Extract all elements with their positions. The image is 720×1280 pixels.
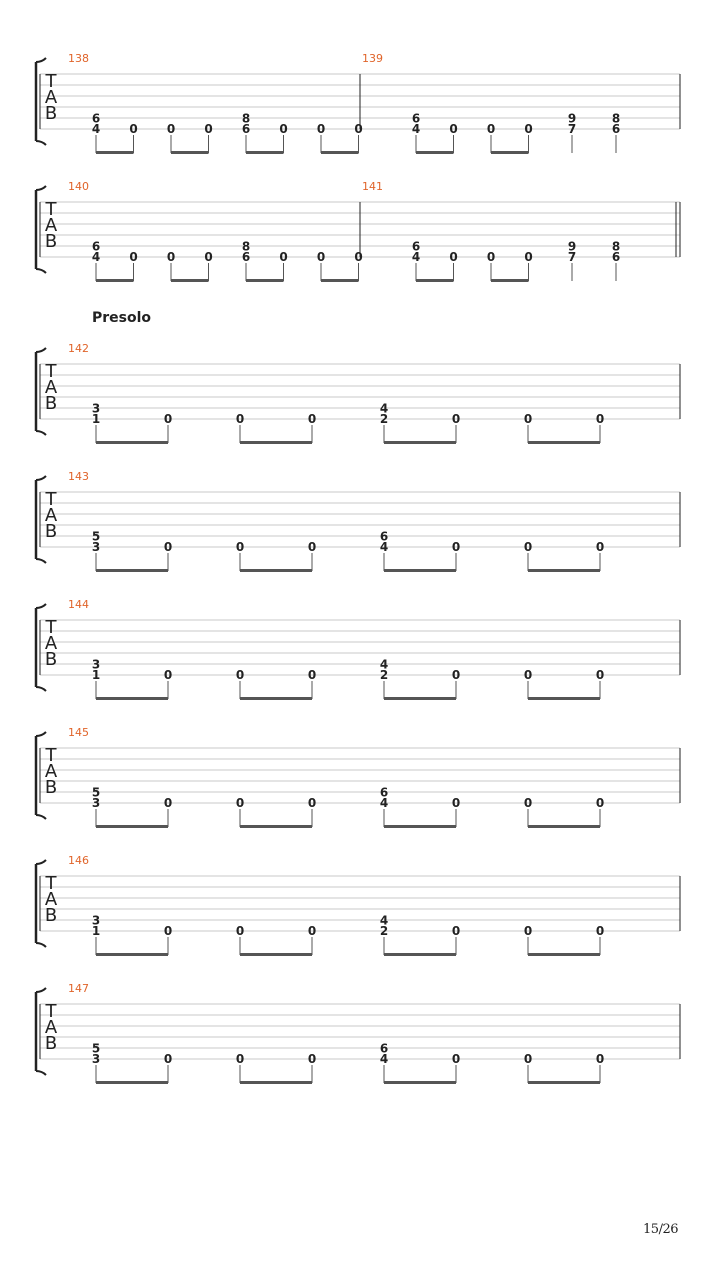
fret-number: 0 [523,412,533,426]
beam [321,151,359,154]
system-bracket-top [36,186,46,190]
fret-number: 0 [523,1052,533,1066]
tab-clef-letter: A [44,215,58,236]
fret-number: 6 [91,111,101,126]
fret-number: 0 [166,122,176,136]
beam [384,825,456,828]
tab-clef-letter: T [45,71,57,92]
fret-number: 1 [91,412,101,426]
system-bracket-top [36,860,46,864]
fret-number: 0 [595,668,605,682]
fret-number: 2 [379,668,389,682]
fret-number: 9 [567,111,577,126]
tab-clef-letter: B [44,231,58,252]
fret-number: 9 [567,239,577,254]
tab-clef-letter: B [44,103,58,124]
fret-number: 0 [354,250,363,264]
beam [240,1081,312,1084]
system-bracket-top [36,476,46,480]
system-bracket-bottom [36,431,46,435]
tab-clef-letter: A [44,761,58,782]
fret-number: 3 [91,913,101,928]
fret-number: 3 [91,1052,101,1066]
fret-number: 0 [235,924,245,938]
beam [240,441,312,444]
beam [384,1081,456,1084]
fret-number: 5 [91,529,101,544]
beam [96,279,134,282]
tab-clef-letter: A [44,377,58,398]
beam [171,279,209,282]
fret-number: 6 [241,122,251,136]
fret-number: 0 [307,796,317,810]
fret-number: 0 [451,540,461,554]
fret-number: 2 [379,924,389,938]
beam [384,953,456,956]
fret-number: 0 [307,924,317,938]
measure-number: 140 [68,180,89,193]
fret-number: 0 [595,796,605,810]
system-bracket-bottom [36,687,46,691]
fret-number: 8 [611,239,621,254]
fret-number: 3 [91,796,101,810]
fret-number: 0 [523,540,533,554]
fret-number: 0 [316,250,326,264]
beam [384,569,456,572]
beam [491,151,529,154]
system-bracket-top [36,988,46,992]
measure-number: 144 [68,598,89,611]
fret-number: 0 [163,924,173,938]
system-bracket-bottom [36,269,46,273]
beam [240,825,312,828]
measure-number: 141 [362,180,383,193]
beam [96,1081,168,1084]
fret-number: 0 [595,412,605,426]
fret-number: 0 [449,250,458,264]
beam [96,953,168,956]
fret-number: 0 [523,668,533,682]
measure-number: 146 [68,854,89,867]
tab-clef-letter: A [44,889,58,910]
fret-number: 8 [241,239,251,254]
fret-number: 0 [235,412,245,426]
system-bracket-bottom [36,141,46,145]
fret-number: 7 [567,250,577,264]
fret-number: 4 [379,401,389,416]
fret-number: 0 [163,412,173,426]
fret-number: 0 [595,924,605,938]
fret-number: 0 [307,540,317,554]
measure-number: 142 [68,342,89,355]
fret-number: 4 [379,1052,389,1066]
tab-clef-letter: T [45,199,57,220]
tab-clef-letter: T [45,1001,57,1022]
tab-clef-letter: T [45,617,57,638]
fret-number: 4 [91,122,101,136]
fret-number: 0 [595,1052,605,1066]
beam [384,697,456,700]
fret-number: 0 [307,668,317,682]
fret-number: 0 [449,122,458,136]
measure-number: 143 [68,470,89,483]
beam [528,1081,600,1084]
beam [96,441,168,444]
beam [321,279,359,282]
fret-number: 0 [279,122,288,136]
fret-number: 4 [379,540,389,554]
fret-number: 4 [379,657,389,672]
beam [528,697,600,700]
fret-number: 0 [451,924,461,938]
tab-clef-letter: T [45,873,57,894]
fret-number: 6 [379,1041,389,1056]
beam [240,569,312,572]
system-bracket-bottom [36,1071,46,1075]
page-number: 15/26 [643,1222,678,1237]
fret-number: 4 [411,250,421,264]
system-bracket-top [36,604,46,608]
fret-number: 4 [379,796,389,810]
fret-number: 6 [379,785,389,800]
fret-number: 0 [235,668,245,682]
beam [491,279,529,282]
fret-number: 0 [316,122,326,136]
measure-number: 139 [362,52,383,65]
fret-number: 6 [611,122,621,136]
fret-number: 5 [91,1041,101,1056]
fret-number: 0 [451,412,461,426]
fret-number: 6 [241,250,251,264]
section-marker-presolo: Presolo [92,310,152,326]
beam [416,279,454,282]
fret-number: 0 [235,1052,245,1066]
beam [240,697,312,700]
tab-clef-letter: T [45,745,57,766]
beam [246,279,284,282]
tab-clef-letter: A [44,505,58,526]
fret-number: 0 [166,250,176,264]
fret-number: 5 [91,785,101,800]
fret-number: 0 [204,250,213,264]
fret-number: 8 [611,111,621,126]
fret-number: 0 [307,1052,317,1066]
system-bracket-top [36,58,46,62]
beam [96,825,168,828]
fret-number: 0 [524,250,533,264]
beam [416,151,454,154]
fret-number: 0 [524,122,533,136]
fret-number: 0 [129,250,138,264]
fret-number: 0 [451,668,461,682]
tab-clef-letter: B [44,649,58,670]
beam [240,953,312,956]
fret-number: 4 [91,250,101,264]
fret-number: 0 [204,122,213,136]
system-bracket-bottom [36,943,46,947]
system-bracket-bottom [36,559,46,563]
beam [528,953,600,956]
tab-clef-letter: B [44,521,58,542]
measure-number: 145 [68,726,89,739]
fret-number: 3 [91,401,101,416]
beam [528,569,600,572]
beam [96,697,168,700]
system-bracket-bottom [36,815,46,819]
fret-number: 6 [411,239,421,254]
tab-clef-letter: T [45,361,57,382]
system-bracket-top [36,732,46,736]
fret-number: 0 [163,1052,173,1066]
fret-number: 0 [523,796,533,810]
fret-number: 0 [235,540,245,554]
tab-clef-letter: B [44,905,58,926]
fret-number: 7 [567,122,577,136]
beam [384,441,456,444]
fret-number: 0 [451,1052,461,1066]
tab-clef-letter: T [45,489,57,510]
fret-number: 0 [129,122,138,136]
tab-clef-letter: B [44,393,58,414]
fret-number: 8 [241,111,251,126]
fret-number: 4 [411,122,421,136]
fret-number: 3 [91,540,101,554]
fret-number: 0 [163,540,173,554]
beam [96,569,168,572]
tab-clef-letter: B [44,777,58,798]
beam [528,441,600,444]
measure-number: 147 [68,982,89,995]
fret-number: 6 [379,529,389,544]
fret-number: 0 [486,122,496,136]
fret-number: 4 [379,913,389,928]
fret-number: 3 [91,657,101,672]
tab-clef-letter: B [44,1033,58,1054]
fret-number: 6 [611,250,621,264]
beam [171,151,209,154]
fret-number: 6 [411,111,421,126]
fret-number: 0 [163,796,173,810]
fret-number: 1 [91,668,101,682]
fret-number: 0 [235,796,245,810]
fret-number: 0 [279,250,288,264]
tab-clef-letter: A [44,633,58,654]
beam [96,151,134,154]
system-bracket-top [36,348,46,352]
fret-number: 0 [595,540,605,554]
fret-number: 0 [523,924,533,938]
fret-number: 0 [354,122,363,136]
fret-number: 0 [486,250,496,264]
measure-number: 138 [68,52,89,65]
fret-number: 1 [91,924,101,938]
beam [246,151,284,154]
fret-number: 6 [91,239,101,254]
beam [528,825,600,828]
tab-clef-letter: A [44,1017,58,1038]
fret-number: 0 [451,796,461,810]
fret-number: 0 [307,412,317,426]
fret-number: 2 [379,412,389,426]
tab-clef-letter: A [44,87,58,108]
fret-number: 0 [163,668,173,682]
